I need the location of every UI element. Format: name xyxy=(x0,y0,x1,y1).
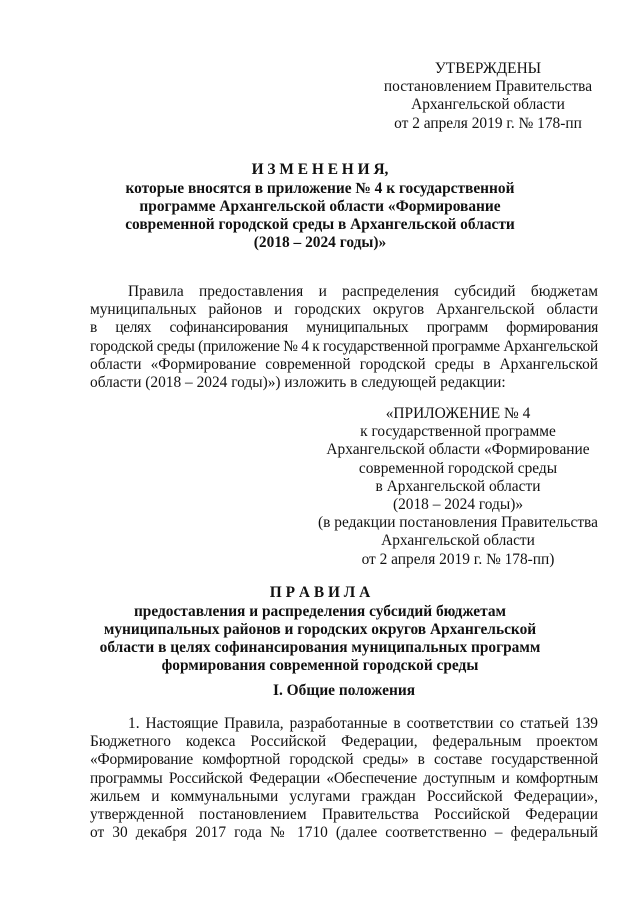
appendix-line: к государственной программе xyxy=(360,423,556,441)
item-1-line: от 30 декабря 2017 года № 1710 (далее соответственно – федеральный xyxy=(90,824,598,842)
intro-line: муниципальных районов и городских округов Архангельской области xyxy=(90,301,598,319)
section-title: I. Общие положения xyxy=(272,682,416,699)
approval-block xyxy=(380,60,596,133)
approval-line: УТВЕРЖДЕНЫ xyxy=(434,60,542,77)
changes-title-line: современной городской среды в Архангельской области xyxy=(125,216,515,234)
approval-line: постановлением Правительства xyxy=(383,78,593,96)
item-1-line: Бюджетного кодекса Российской Федерации, федеральным проектом xyxy=(90,733,598,751)
intro-paragraph xyxy=(90,283,598,392)
intro-line: городской среды (приложение № 4 к государственной программе Архангельской xyxy=(90,337,598,355)
item-1-line: программы Российской Федерации «Обеспечение доступным и комфортным xyxy=(90,769,598,787)
appendix-line: от 2 апреля 2019 г. № 178-пп) xyxy=(361,550,555,568)
appendix-line: «ПРИЛОЖЕНИЕ № 4 xyxy=(385,405,531,422)
approval-line: Архангельской области xyxy=(411,96,565,114)
appendix-line: (в редакции постановления Правительства xyxy=(318,514,598,532)
item-1-line: «Формирование комфортной городской среды» в составе государственной xyxy=(90,751,598,769)
item-1-line: утвержденной постановлением Правительства Российской Федерации xyxy=(90,805,598,823)
changes-title-line: которые вносятся в приложение № 4 к государственной xyxy=(125,179,515,197)
appendix-line: Архангельской области «Формирование xyxy=(326,441,590,459)
intro-line: области (2018 – 2024 годы)») изложить в следующей редакции: xyxy=(90,373,506,391)
changes-title-line: (2018 – 2024 годы)» xyxy=(253,234,387,252)
appendix-line: в Архангельской области xyxy=(375,477,541,495)
rules-title-line: формирования современной городской среды xyxy=(161,657,479,675)
intro-line: области «Формирование современной городской среды в Архангельской xyxy=(90,355,598,373)
appendix-line: Архангельской области xyxy=(381,532,535,550)
changes-title xyxy=(90,161,550,253)
appendix-line: (2018 – 2024 годы)» xyxy=(392,496,524,514)
rules-title-line: предоставления и распределения субсидий бюджетам xyxy=(133,602,507,620)
appendix-line: современной городской среды xyxy=(358,459,558,477)
appendix-block xyxy=(318,405,598,569)
item-1-line: 1. Настоящие Правила, разработанные в соответствии со статьей 139 xyxy=(128,715,598,732)
approval-line: от 2 апреля 2019 г. № 178-пп xyxy=(394,114,582,132)
rules-heading: П Р А В И Л А xyxy=(269,584,371,601)
rules-title-line: области в целях софинансирования муниципальных программ xyxy=(99,639,541,657)
changes-title-line: программе Архангельской области «Формирование xyxy=(139,197,501,215)
rules-title xyxy=(90,584,550,676)
rules-title-line: муниципальных районов и городских округов Архангельской xyxy=(103,620,537,638)
changes-heading: И З М Е Н Е Н И Я, xyxy=(251,161,389,178)
intro-line: в целях софинансирования муниципальных программ формирования xyxy=(90,319,598,337)
item-1-paragraph xyxy=(90,715,598,842)
intro-line: Правила предоставления и распределения субсидий бюджетам xyxy=(128,283,598,300)
section-heading xyxy=(90,682,598,700)
item-1-line: жильем и коммунальными услугами граждан Российской Федерации», xyxy=(90,787,598,805)
